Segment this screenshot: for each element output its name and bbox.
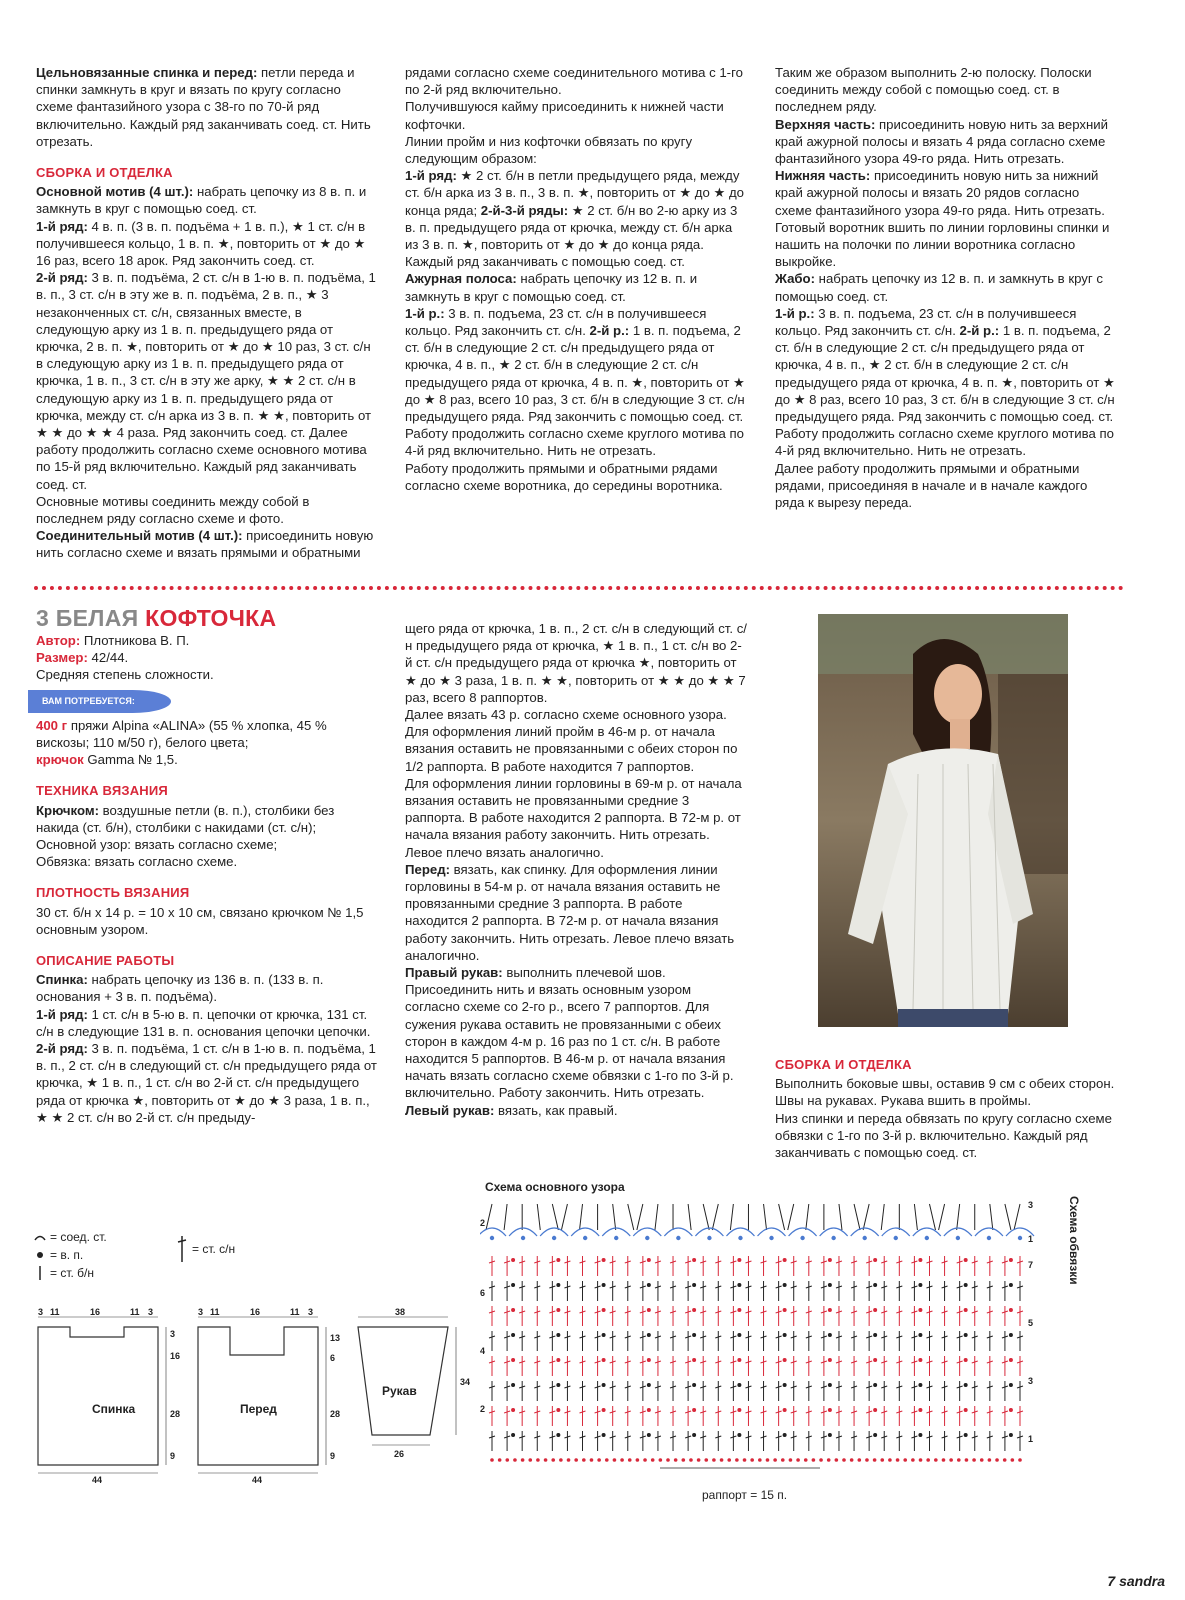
svg-text:11: 11 — [290, 1307, 300, 1317]
chain-dot — [602, 1308, 606, 1312]
chain-dot — [602, 1383, 606, 1387]
svg-text:6: 6 — [330, 1353, 336, 1363]
chain-dot — [511, 1383, 515, 1387]
chain-dot — [511, 1358, 515, 1362]
base-chain-dot — [743, 1458, 747, 1462]
base-chain-dot — [750, 1458, 754, 1462]
base-chain-dot — [613, 1458, 617, 1462]
base-chain-dot — [574, 1458, 578, 1462]
chain-dot — [783, 1308, 787, 1312]
base-chain-dot — [590, 1458, 594, 1462]
row-number: 3 — [1028, 1376, 1034, 1386]
edging-stitch — [779, 1204, 785, 1230]
base-chain-dot — [720, 1458, 724, 1462]
chain-dot — [602, 1283, 606, 1287]
chain-dot — [556, 1408, 560, 1412]
base-chain-dot — [812, 1458, 816, 1462]
chain-dot — [737, 1433, 741, 1437]
chain-dot — [737, 1283, 741, 1287]
chain-dot — [769, 1236, 773, 1240]
edging-stitch — [486, 1204, 492, 1230]
chain-dot — [783, 1433, 787, 1437]
svg-text:26: 26 — [394, 1449, 405, 1459]
base-chain-dot — [926, 1458, 930, 1462]
edging-stitch — [764, 1204, 767, 1230]
chain-dot — [692, 1358, 696, 1362]
chain-dot — [737, 1383, 741, 1387]
base-chain-dot — [988, 1458, 992, 1462]
edging-arch — [882, 1228, 910, 1236]
svg-text:3: 3 — [198, 1307, 204, 1317]
base-chain-dot — [704, 1458, 708, 1462]
side-label: Схема обвязки — [1067, 1196, 1081, 1285]
base-chain-dot — [819, 1458, 823, 1462]
chain-dot — [647, 1358, 651, 1362]
chain-dot — [873, 1408, 877, 1412]
svg-text:9: 9 — [330, 1451, 336, 1461]
chain-stitch-icon — [34, 1251, 46, 1259]
chain-dot — [556, 1333, 560, 1337]
article-column-left: 3 БЕЛАЯ КОФТОЧКА Автор: Плотникова В. П. Размер: 42/44. Средняя степень сложности. ВАМ ПОТРЕБУЕТСЯ: 400 г пряжи Alpina «ALINA» (55 % хлопка, 45 % вискозы; 110 м/50 г), белого цвета; крючок Gamma № 1,5. ТЕХНИКА ВЯЗАНИЯ Крючком: воздушные петли (в. п.), столбики без накида (ст. б/н), столбики с накидами (ст. с/н); Основной узор: вязать согласно схеме; Обвязка: вязать согласно схеме. ПЛОТНОСТЬ ВЯЗАНИЯ 30 ст. б/н х 14 р. = 10 х 10 см, связано крючком № 1,5 основным узором. ОПИСАНИЕ РАБОТЫ Спинка: набрать цепочку из 136 в. п. (133 в. п. основания + 3 в. п. подъёма). 1-й ряд: 1 ст. с/н в 5-ю в. п. цепочки от крючка, 131 ст. с/н в следующие 131 в. п. основания цепочки цепочки. 2-й ряд: 3 в. п. подъёма, 1 ст. с/н в 1-ю в. п. подъёма, 1 в. п., 2 ст. с/н в следующий ст. с/н предыдущего ряда от крючка, ★ 1 в. п., 1 ст. с/н во 2-й ст. с/н предыдущего ряда от крючка ★, повторить от ★ до ★ 3 раза, 1 в. п., ★ ★ 2 ст. с/н во 2-й ст. с/н предыду- — [36, 604, 378, 1126]
top-column-1: Цельновязанные спинка и перед: петли переда и спинки замкнуть в круг и вязать по кругу согласно схеме фантазийного узора с 38-го по 70-й ряд включительно. Каждый ряд заканчивать соед. ст. Нить отрезать. СБОРКА И ОТДЕЛКА Основной мотив (4 шт.): набрать цепочку из 8 в. п. и замкнуть в круг с помощью соед. ст. 1-й ряд: 4 в. п. (3 в. п. подъёма + 1 в. п.), ★ 1 ст. с/н в получившееся кольцо, 1 в. п. ★, повторить от ★ до ★ 16 раз, всего 18 арок. Ряд закончить соед. ст. 2-й ряд: 3 в. п. подъёма, 2 ст. с/н в 1-ю в. п. подъёма, 1 в. п., 3 ст. с/н в эту же в. п. подъёма, 2 в. п., ★ 3 незаконченных ст. с/н, связанных вместе, в следующую арку из 1 в. п. предыдущего ряда от крючка, 2 в. п. ★, повторить от ★ до ★ 10 раз, 3 ст. с/н в следующую арку из 1 в. п. предыдущего ряда от крючка, 1 в. п., 3 ст. с/н в эту же арку, ★ ★ 2 ст. с/н в следующую арку из 1 в. п. предыдущего ряда от крючка, между ст. с/н арка из 3 в. п. ★ ★, повторить от ★ ★ до ★ ★ 4 раза. Ряд закончить соед. ст. Далее работу продолжить согласно схеме основного мотива по 15-й ряд включительно. Каждый ряд заканчивать соед. ст. Основные мотивы соединить между собой в последнем ряду согласно схеме и фото. Соединительный мотив (4 шт.): присоединить новую нить согласно схеме и вязать прямыми и обратными — [36, 64, 378, 562]
edging-stitch — [806, 1204, 809, 1230]
base-chain-dot — [597, 1458, 601, 1462]
base-chain-dot — [781, 1458, 785, 1462]
chain-dot — [692, 1408, 696, 1412]
chain-dot — [783, 1283, 787, 1287]
dotted-divider — [34, 586, 1124, 590]
base-chain-dot — [972, 1458, 976, 1462]
base-chain-dot — [942, 1458, 946, 1462]
chain-dot — [602, 1408, 606, 1412]
chain-dot — [918, 1308, 922, 1312]
chain-dot — [602, 1333, 606, 1337]
edging-arch — [664, 1228, 692, 1236]
svg-text:16: 16 — [250, 1307, 261, 1317]
chain-dot — [828, 1408, 832, 1412]
edging-stitch — [1005, 1204, 1011, 1230]
chain-dot — [511, 1258, 515, 1262]
chain-dot — [692, 1258, 696, 1262]
base-chain-dot — [521, 1458, 525, 1462]
chain-dot — [800, 1236, 804, 1240]
stitch-diagram — [480, 1196, 1100, 1476]
svg-text:44: 44 — [252, 1475, 263, 1485]
base-chain-dot — [551, 1458, 555, 1462]
legend-single-crochet: = ст. б/н — [34, 1264, 107, 1282]
base-chain-dot — [735, 1458, 739, 1462]
needs-badge: ВАМ ПОТРЕБУЕТСЯ: — [28, 690, 171, 713]
chain-dot — [1009, 1433, 1013, 1437]
row-number: 2 — [480, 1218, 486, 1228]
chain-dot — [1009, 1408, 1013, 1412]
svg-text:11: 11 — [50, 1307, 60, 1317]
repeat-label: раппорт = 15 п. — [702, 1488, 788, 1502]
chain-dot — [647, 1433, 651, 1437]
base-chain-dot — [666, 1458, 670, 1462]
edging-stitch — [552, 1204, 558, 1230]
edging-stitch — [628, 1204, 634, 1230]
base-chain-dot — [957, 1458, 961, 1462]
base-chain-dot — [911, 1458, 915, 1462]
chain-dot — [783, 1358, 787, 1362]
base-chain-dot — [903, 1458, 907, 1462]
base-chain-dot — [934, 1458, 938, 1462]
base-chain-dot — [773, 1458, 777, 1462]
base-chain-dot — [643, 1458, 647, 1462]
svg-text:28: 28 — [330, 1409, 341, 1419]
chain-dot — [556, 1283, 560, 1287]
chain-dot — [490, 1236, 494, 1240]
symbol-legend-dc: = ст. с/н — [176, 1234, 235, 1264]
svg-text:28: 28 — [170, 1409, 181, 1419]
edging-stitch — [712, 1204, 718, 1230]
chain-dot — [511, 1283, 515, 1287]
base-chain-dot — [842, 1458, 846, 1462]
base-chain-dot — [567, 1458, 571, 1462]
base-chain-dot — [1003, 1458, 1007, 1462]
chain-dot — [647, 1333, 651, 1337]
chain-dot — [964, 1283, 968, 1287]
chain-dot — [511, 1433, 515, 1437]
base-chain-dot — [620, 1458, 624, 1462]
chain-dot — [707, 1236, 711, 1240]
edging-stitch — [730, 1204, 733, 1230]
symbol-legend — [34, 1228, 107, 1282]
article-column-right: СБОРКА И ОТДЕЛКА Выполнить боковые швы, оставив 9 см с обеих сторон. Швы на рукавах. Рукава вшить в проймы. Низ спинки и переда обвязать по кругу согласно схеме обвязки с 1-го по 3-й р. включительно. Каждый ряд заканчивать с помощью соед. ст. — [775, 1056, 1117, 1161]
base-chain-dot — [651, 1458, 655, 1462]
base-chain-dot — [498, 1458, 502, 1462]
base-chain-dot — [712, 1458, 716, 1462]
base-chain-dot — [659, 1458, 663, 1462]
chain-dot — [964, 1383, 968, 1387]
base-chain-dot — [888, 1458, 892, 1462]
chain-dot — [614, 1236, 618, 1240]
chain-dot — [692, 1433, 696, 1437]
chain-dot — [873, 1333, 877, 1337]
section-heading: ТЕХНИКА ВЯЗАНИЯ — [36, 783, 168, 799]
chain-dot — [647, 1408, 651, 1412]
article-title: 3 БЕЛАЯ КОФТОЧКА — [36, 605, 277, 631]
single-crochet-icon — [34, 1265, 46, 1281]
base-chain-dot — [506, 1458, 510, 1462]
base-chain-dot — [850, 1458, 854, 1462]
chain-dot — [556, 1358, 560, 1362]
photo-illustration — [818, 614, 1068, 1027]
chain-dot — [521, 1236, 525, 1240]
base-chain-dot — [682, 1458, 686, 1462]
edging-stitch — [990, 1204, 993, 1230]
chain-dot — [918, 1333, 922, 1337]
row-number: 6 — [480, 1288, 486, 1298]
row-number: 2 — [480, 1404, 486, 1414]
chain-dot — [1009, 1358, 1013, 1362]
chain-dot — [692, 1333, 696, 1337]
chain-dot — [828, 1433, 832, 1437]
pattern-schematics — [30, 1305, 470, 1485]
base-chain-dot — [628, 1458, 632, 1462]
back-piece — [38, 1307, 180, 1485]
base-chain-dot — [536, 1458, 540, 1462]
base-chain-dot — [796, 1458, 800, 1462]
chain-dot — [918, 1408, 922, 1412]
svg-text:38: 38 — [395, 1307, 406, 1317]
legend-chain: = в. п. — [34, 1246, 107, 1264]
section-heading: СБОРКА И ОТДЕЛКА — [36, 165, 173, 181]
edging-stitch — [688, 1204, 691, 1230]
chain-dot — [645, 1236, 649, 1240]
chain-dot — [511, 1308, 515, 1312]
edging-stitch — [881, 1204, 884, 1230]
chain-dot — [964, 1433, 968, 1437]
edging-stitch — [637, 1204, 643, 1230]
svg-text:3: 3 — [38, 1307, 44, 1317]
chain-dot — [828, 1383, 832, 1387]
chain-dot — [783, 1333, 787, 1337]
edging-arch — [789, 1228, 817, 1236]
chain-dot — [894, 1236, 898, 1240]
base-chain-dot — [766, 1458, 770, 1462]
chain-dot — [1009, 1308, 1013, 1312]
edging-stitch — [929, 1204, 935, 1230]
edging-arch — [571, 1228, 599, 1236]
row-number: 1 — [1028, 1434, 1034, 1444]
row-number: 4 — [480, 1346, 486, 1356]
edging-stitch — [863, 1204, 869, 1230]
base-chain-dot — [835, 1458, 839, 1462]
chain-dot — [647, 1383, 651, 1387]
chain-dot — [873, 1433, 877, 1437]
base-chain-dot — [689, 1458, 693, 1462]
chain-dot — [1018, 1236, 1022, 1240]
base-chain-dot — [674, 1458, 678, 1462]
base-chain-dot — [995, 1458, 999, 1462]
base-chain-dot — [873, 1458, 877, 1462]
chain-dot — [1009, 1283, 1013, 1287]
chain-dot — [873, 1258, 877, 1262]
chain-dot — [873, 1358, 877, 1362]
chain-dot — [556, 1383, 560, 1387]
edging-stitch — [703, 1204, 709, 1230]
chain-dot — [925, 1236, 929, 1240]
base-chain-dot — [559, 1458, 563, 1462]
base-chain-dot — [865, 1458, 869, 1462]
edging-stitch — [580, 1204, 583, 1230]
article-column-middle: щего ряда от крючка, 1 в. п., 2 ст. с/н в следующий ст. с/н предыдущего ряда от крючка, ★ 1 в. п., 1 ст. с/н во 2-й ст. с/н предыдущего ряда от крючка ★, повторить от ★ до ★ 3 раза, 1 в. п. ★ ★, повторить от ★ ★ до ★ ★ 7 раз, всего 8 раппортов. Далее вязать 43 р. согласно схеме основного узора. Для оформления линий пройм в 46-м р. от начала вязания оставить не провязанными с обеих сторон по 1/2 раппорта. В работе находится 7 раппортов. Для оформления линии горловины в 69-м р. от начала вязания оставить не провязанными средние 3 раппорта. В работе находится 2 раппорта. В 72-м р. от начала вязания работу закончить. Нить отрезать. Левое плечо вязать аналогично. Перед: вязать, как спинку. Для оформления линии горловины в 54-м р. от начала вязания оставить не провязанными средние 3 раппорта. В работе находится 2 раппорта. В 72-м р. от начала вязания работу закончить. Нить отрезать. Левое плечо вязать аналогично. Правый рукав: выполнить плечевой шов. Присоединить нить и вязать основным узором согласно схеме со 2-го р., всего 7 раппортов. Для сужения рукава оставить не провязанными с обеих сторон в каждом 4-м р. 16 раз по 1 ст. с/н. В работе находится 5 раппортов. В 46-м р. от начала вязания начать вязать согласно схеме обвязки с 1-го по 3-й р. включительно. Работу закончить. Нить отрезать. Левый рукав: вязать, как правый. — [405, 621, 747, 1118]
svg-text:11: 11 — [130, 1307, 140, 1317]
edging-arch — [851, 1228, 879, 1236]
chain-dot — [964, 1358, 968, 1362]
base-chain-dot — [528, 1458, 532, 1462]
chain-dot — [964, 1333, 968, 1337]
svg-text:44: 44 — [92, 1475, 103, 1485]
chain-dot — [964, 1258, 968, 1262]
chain-dot — [556, 1433, 560, 1437]
chain-dot — [647, 1308, 651, 1312]
base-chain-dot — [697, 1458, 701, 1462]
base-chain-dot — [789, 1458, 793, 1462]
chain-dot — [556, 1258, 560, 1262]
edging-stitch — [504, 1204, 507, 1230]
base-chain-dot — [880, 1458, 884, 1462]
svg-text:Спинка: Спинка — [92, 1402, 136, 1416]
page-footer: 7 sandra — [1107, 1573, 1165, 1589]
base-chain-dot — [727, 1458, 731, 1462]
chain-dot — [918, 1433, 922, 1437]
edging-arch — [540, 1228, 568, 1236]
chain-dot — [737, 1358, 741, 1362]
chain-dot — [647, 1258, 651, 1262]
chain-dot — [1009, 1258, 1013, 1262]
row-number: 7 — [1028, 1260, 1034, 1270]
base-chain-dot — [949, 1458, 953, 1462]
chain-dot — [873, 1308, 877, 1312]
chain-dot — [828, 1358, 832, 1362]
section-heading: СБОРКА И ОТДЕЛКА — [775, 1057, 912, 1072]
model-photo — [818, 614, 1068, 1027]
chain-dot — [737, 1333, 741, 1337]
chain-dot — [647, 1283, 651, 1287]
edging-stitch — [655, 1204, 658, 1230]
svg-text:34: 34 — [460, 1377, 470, 1387]
chain-dot — [602, 1258, 606, 1262]
chain-dot — [783, 1258, 787, 1262]
base-chain-dot — [490, 1458, 494, 1462]
base-chain-dot — [965, 1458, 969, 1462]
base-chain-dot — [758, 1458, 762, 1462]
edging-stitch — [854, 1204, 860, 1230]
sleeve-piece — [358, 1307, 470, 1459]
chain-dot — [692, 1308, 696, 1312]
base-chain-dot — [1011, 1458, 1015, 1462]
base-chain-dot — [896, 1458, 900, 1462]
svg-text:3: 3 — [148, 1307, 154, 1317]
chain-dot — [692, 1383, 696, 1387]
chain-dot — [556, 1308, 560, 1312]
diagram-title: Схема основного узора — [485, 1180, 625, 1194]
top-column-2: рядами согласно схеме соединительного мотива с 1-го по 2-й ряд включительно. Получившуюся кайму присоединить к нижней части кофточки. Линии пройм и низ кофточки обвязать по кругу следующим образом: 1-й ряд: ★ 2 ст. б/н в петли предыдущего ряда, между ст. б/н арка из 3 в. п., 3 в. п. ★, повторить от ★ до ★ до конца ряда; 2-й-3-й ряды: ★ 2 ст. б/н во 2-ю арку из 3 в. п. предыдущего ряда от крючка, между ст. б/н арка из 3 в. п. ★, повторить от ★ до ★ до конца ряда. Каждый ряд заканчивать с помощью соед. ст. Ажурная полоса: набрать цепочку из 12 в. п. и замкнуть в круг с помощью соед. ст. 1-й р.: 3 в. п. подъема, 23 ст. с/н в получившееся кольцо. Ряд закончить ст. с/н. 2-й р.: 1 в. п. подъема, 2 ст. б/н в следующие 2 ст. с/н предыдущего ряда от крючка, 4 в. п., ★ 2 ст. б/н в следующие 2 ст. с/н предыдущего ряда от крючка, 4 в. п. ★, повторить от ★ до ★ 8 раз, всего 10 раз, 3 ст. б/н в следующие 3 ст. с/н предыдущего ряда. Ряд закончить с помощью соед. ст. Работу продолжить согласно схеме круглого мотива по 4-й ряд включительно. Нить не отрезать. Работу продолжить прямыми и обратными рядами согласно схеме воротника, до середины воротника. — [405, 65, 745, 493]
slip-stitch-icon — [34, 1233, 46, 1241]
chain-dot — [602, 1433, 606, 1437]
base-chain-dot — [1018, 1458, 1022, 1462]
edging-arch — [509, 1228, 537, 1236]
base-chain-dot — [858, 1458, 862, 1462]
chain-dot — [964, 1308, 968, 1312]
base-chain-dot — [980, 1458, 984, 1462]
edging-arch — [602, 1228, 630, 1236]
chain-dot — [511, 1333, 515, 1337]
chain-dot — [828, 1308, 832, 1312]
base-chain-dot — [827, 1458, 831, 1462]
double-crochet-icon — [176, 1234, 188, 1264]
edging-stitch — [788, 1204, 794, 1230]
chain-dot — [738, 1236, 742, 1240]
base-chain-dot — [605, 1458, 609, 1462]
edging-arch — [944, 1228, 972, 1236]
chain-dot — [783, 1408, 787, 1412]
chain-dot — [987, 1236, 991, 1240]
row-number: 1 — [1028, 1234, 1034, 1244]
base-chain-dot — [804, 1458, 808, 1462]
edging-arch — [975, 1228, 1003, 1236]
chain-dot — [828, 1283, 832, 1287]
svg-text:11: 11 — [210, 1307, 220, 1317]
edging-stitch — [957, 1204, 960, 1230]
chain-dot — [873, 1283, 877, 1287]
chain-dot — [737, 1408, 741, 1412]
svg-text:Рукав: Рукав — [382, 1384, 417, 1398]
svg-text:3: 3 — [308, 1307, 314, 1317]
svg-text:3: 3 — [170, 1329, 176, 1339]
chain-dot — [831, 1236, 835, 1240]
edging-stitch — [839, 1204, 842, 1230]
section-heading: ПЛОТНОСТЬ ВЯЗАНИЯ — [36, 885, 190, 901]
section-heading: ОПИСАНИЕ РАБОТЫ — [36, 953, 175, 969]
chain-dot — [964, 1408, 968, 1412]
chain-dot — [873, 1383, 877, 1387]
top-column-3: Таким же образом выполнить 2-ю полоску. Полоски соединить между собой с помощью соед. ст. в последнем ряду. Верхняя часть: присоединить новую нить за верхний край ажурной полосы и вязать 4 ряда согласно схеме фантазийного узора 49-го ряда. Нить отрезать. Нижняя часть: присоединить новую нить за нижний край ажурной полосы и вязать 20 рядов согласно схеме фантазийного узора 49-го ряда. Нить отрезать. Готовый воротник вшить по линии горловины спинки и нашить на полочки по линии воротника согласно выкройке. Жабо: набрать цепочку из 12 в. п. и замкнуть в круг с помощью соед. ст. 1-й р.: 3 в. п. подъема, 23 ст. с/н в получившееся кольцо. Ряд закончить ст. с/н. 2-й р.: 1 в. п. подъема, 2 ст. б/н в следующие 2 ст. с/н предыдущего ряда от крючка, 4 в. п., ★ 2 ст. б/н в следующие 2 ст. с/н предыдущего ряда от крючка, 4 в. п. ★, повторить от ★ до ★ 8 раз, всего 10 раз, 3 ст. б/н в следующие 3 ст. с/н предыдущего ряда. Ряд закончить с помощью соед. ст. Работу продолжить согласно схеме круглого мотива по 4-й ряд включительно. Нить не отрезать. Далее работу продолжить прямыми и обратными рядами, присоединяя в начале и в начале каждого ряда к вырезу переда. — [775, 65, 1115, 511]
base-chain-dot — [919, 1458, 923, 1462]
front-piece — [198, 1307, 340, 1485]
chain-dot — [863, 1236, 867, 1240]
edging-stitch — [1014, 1204, 1020, 1230]
base-chain-dot — [544, 1458, 548, 1462]
edging-arch — [758, 1228, 786, 1236]
chain-dot — [692, 1283, 696, 1287]
chain-dot — [737, 1258, 741, 1262]
svg-text:16: 16 — [90, 1307, 101, 1317]
edging-stitch — [914, 1204, 917, 1230]
base-chain-dot — [513, 1458, 517, 1462]
svg-text:16: 16 — [170, 1351, 181, 1361]
chain-dot — [602, 1358, 606, 1362]
chain-dot — [918, 1358, 922, 1362]
chain-dot — [676, 1236, 680, 1240]
chain-dot — [1009, 1383, 1013, 1387]
chain-dot — [1009, 1333, 1013, 1337]
base-chain-dot — [582, 1458, 586, 1462]
chain-dot — [918, 1383, 922, 1387]
chain-dot — [956, 1236, 960, 1240]
chain-dot — [828, 1258, 832, 1262]
chain-dot — [552, 1236, 556, 1240]
edging-arch — [480, 1228, 506, 1236]
edging-stitch — [939, 1204, 945, 1230]
edging-stitch — [537, 1204, 540, 1230]
legend-slip-stitch: = соед. ст. — [34, 1228, 107, 1246]
svg-text:9: 9 — [170, 1451, 176, 1461]
chain-dot — [918, 1283, 922, 1287]
chain-dot — [918, 1258, 922, 1262]
base-chain-dot — [636, 1458, 640, 1462]
edging-stitch — [561, 1204, 567, 1230]
chain-dot — [737, 1308, 741, 1312]
chain-dot — [828, 1333, 832, 1337]
svg-text:Перед: Перед — [240, 1402, 277, 1416]
row-number: 3 — [1028, 1200, 1034, 1210]
chain-dot — [583, 1236, 587, 1240]
chain-dot — [511, 1408, 515, 1412]
svg-text:13: 13 — [330, 1333, 341, 1343]
row-number: 5 — [1028, 1318, 1034, 1328]
edging-stitch — [613, 1204, 616, 1230]
chain-dot — [783, 1383, 787, 1387]
